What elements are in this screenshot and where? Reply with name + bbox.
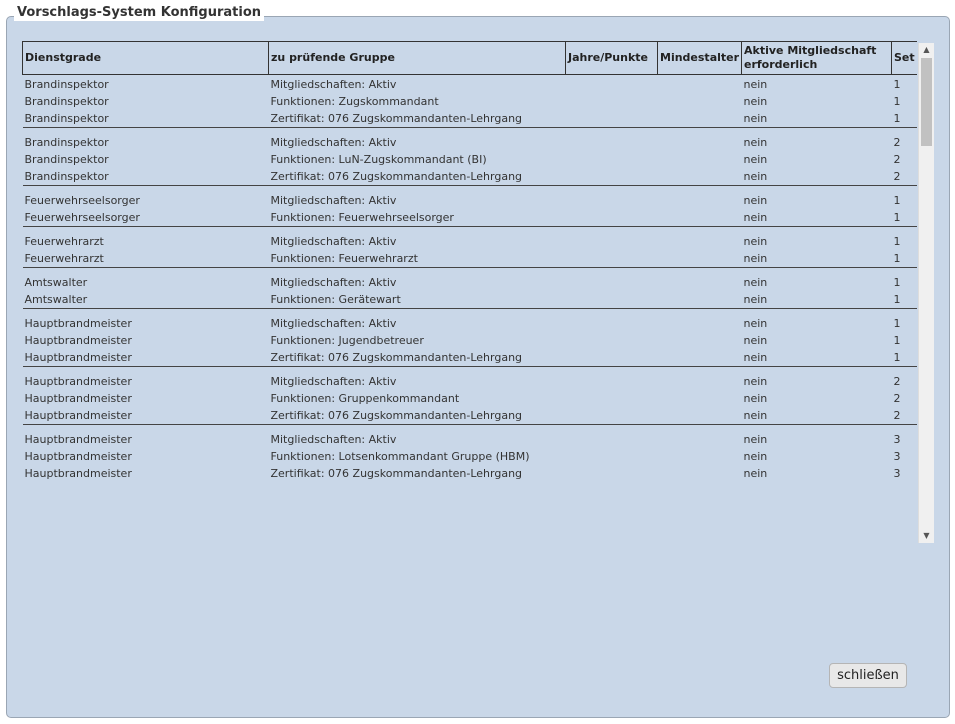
cell-dienstgrad: Hauptbrandmeister	[24, 334, 132, 347]
cell-mindestalter	[658, 349, 742, 366]
table-body	[23, 75, 918, 483]
cell-aktive-mitgliedschaft: nein	[743, 153, 768, 166]
cell-aktive-mitgliedschaft: nein	[743, 235, 768, 248]
cell-gruppe: Mitgliedschaften: Aktiv	[270, 136, 397, 149]
cell-aktive-mitgliedschaft: nein	[743, 194, 768, 207]
cell-mindestalter	[658, 465, 742, 482]
cell-jahre-punkte	[566, 110, 658, 127]
cell-set: 1	[893, 276, 901, 289]
cell-set: 1	[893, 78, 901, 91]
cell-jahre-punkte	[566, 192, 658, 209]
cell-dienstgrad: Feuerwehrseelsorger	[24, 211, 140, 224]
cell-dienstgrad: Brandinspektor	[24, 136, 109, 149]
cell-aktive-mitgliedschaft: nein	[743, 392, 768, 405]
cell-mindestalter	[658, 110, 742, 127]
cell-aktive-mitgliedschaft: nein	[743, 136, 768, 149]
cell-gruppe: Zertifikat: 076 Zugskommandanten-Lehrgang	[270, 170, 523, 183]
cell-gruppe: Mitgliedschaften: Aktiv	[270, 194, 397, 207]
cell-aktive-mitgliedschaft: nein	[743, 450, 768, 463]
cell-jahre-punkte	[566, 407, 658, 424]
cell-jahre-punkte	[566, 448, 658, 465]
table-row[interactable]	[23, 134, 918, 151]
column-header-mindestalter[interactable]: Mindestalter	[658, 42, 742, 75]
cell-mindestalter	[658, 274, 742, 291]
cell-mindestalter	[658, 407, 742, 424]
cell-set: 1	[893, 334, 901, 347]
cell-mindestalter	[658, 315, 742, 332]
cell-dienstgrad: Hauptbrandmeister	[24, 409, 132, 422]
table-row[interactable]	[23, 407, 918, 424]
cell-gruppe: Zertifikat: 076 Zugskommandanten-Lehrgang	[270, 112, 523, 125]
cell-set: 1	[893, 351, 901, 364]
table-row[interactable]	[23, 192, 918, 209]
table-row[interactable]	[23, 209, 918, 226]
cell-jahre-punkte	[566, 134, 658, 151]
cell-set: 2	[893, 153, 901, 166]
cell-dienstgrad: Feuerwehrarzt	[24, 235, 104, 248]
cell-mindestalter	[658, 233, 742, 250]
cell-gruppe: Funktionen: Feuerwehrarzt	[270, 252, 418, 265]
cell-set: 1	[893, 293, 901, 306]
column-header-gruppe[interactable]: zu prüfende Gruppe	[269, 42, 566, 75]
cell-dienstgrad: Hauptbrandmeister	[24, 433, 132, 446]
cell-set: 2	[893, 392, 901, 405]
cell-jahre-punkte	[566, 465, 658, 482]
cell-aktive-mitgliedschaft: nein	[743, 467, 768, 480]
cell-set: 2	[893, 375, 901, 388]
cell-gruppe: Mitgliedschaften: Aktiv	[270, 235, 397, 248]
cell-mindestalter	[658, 250, 742, 267]
cell-aktive-mitgliedschaft: nein	[743, 351, 768, 364]
cell-set: 2	[893, 409, 901, 422]
cell-aktive-mitgliedschaft: nein	[743, 334, 768, 347]
table-row[interactable]	[23, 390, 918, 407]
table-row[interactable]	[23, 465, 918, 482]
cell-set: 1	[893, 252, 901, 265]
cell-gruppe: Mitgliedschaften: Aktiv	[270, 375, 397, 388]
cell-mindestalter	[658, 390, 742, 407]
cell-aktive-mitgliedschaft: nein	[743, 409, 768, 422]
table-row[interactable]	[23, 168, 918, 185]
cell-gruppe: Mitgliedschaften: Aktiv	[270, 276, 397, 289]
cell-jahre-punkte	[566, 431, 658, 448]
table-row[interactable]	[23, 291, 918, 308]
close-button[interactable]: schließen	[829, 663, 907, 688]
cell-mindestalter	[658, 168, 742, 185]
cell-mindestalter	[658, 332, 742, 349]
cell-gruppe: Zertifikat: 076 Zugskommandanten-Lehrgang	[270, 351, 523, 364]
cell-aktive-mitgliedschaft: nein	[743, 112, 768, 125]
cell-gruppe: Funktionen: Jugendbetreuer	[270, 334, 424, 347]
table-row[interactable]	[23, 93, 918, 110]
cell-set: 1	[893, 112, 901, 125]
cell-mindestalter	[658, 373, 742, 390]
table-row[interactable]	[23, 233, 918, 250]
cell-mindestalter	[658, 209, 742, 226]
cell-aktive-mitgliedschaft: nein	[743, 252, 768, 265]
cell-gruppe: Funktionen: Gerätewart	[270, 293, 401, 306]
table-row[interactable]	[23, 151, 918, 168]
column-header-set[interactable]: Set	[892, 42, 918, 75]
cell-dienstgrad: Brandinspektor	[24, 153, 109, 166]
cell-gruppe: Funktionen: Feuerwehrseelsorger	[270, 211, 454, 224]
cell-set: 3	[893, 433, 901, 446]
cell-gruppe: Zertifikat: 076 Zugskommandanten-Lehrgang	[270, 409, 523, 422]
table-row[interactable]	[23, 448, 918, 465]
cell-set: 1	[893, 235, 901, 248]
cell-set: 1	[893, 317, 901, 330]
cell-jahre-punkte	[566, 291, 658, 308]
cell-dienstgrad: Hauptbrandmeister	[24, 392, 132, 405]
table-row[interactable]	[23, 76, 918, 93]
cell-mindestalter	[658, 151, 742, 168]
cell-gruppe: Mitgliedschaften: Aktiv	[270, 433, 397, 446]
cell-jahre-punkte	[566, 373, 658, 390]
cell-jahre-punkte	[566, 315, 658, 332]
scroll-up-icon[interactable]: ▲	[923, 45, 930, 54]
cell-dienstgrad: Amtswalter	[24, 293, 88, 306]
cell-gruppe: Funktionen: LuN-Zugskommandant (BI)	[270, 153, 487, 166]
cell-jahre-punkte	[566, 250, 658, 267]
cell-gruppe: Mitgliedschaften: Aktiv	[270, 78, 397, 91]
cell-set: 1	[893, 95, 901, 108]
cell-dienstgrad: Hauptbrandmeister	[24, 317, 132, 330]
cell-jahre-punkte	[566, 168, 658, 185]
cell-dienstgrad: Brandinspektor	[24, 78, 109, 91]
scroll-thumb[interactable]	[921, 58, 932, 146]
cell-dienstgrad: Feuerwehrarzt	[24, 252, 104, 265]
cell-jahre-punkte	[566, 233, 658, 250]
cell-dienstgrad: Hauptbrandmeister	[24, 450, 132, 463]
table-row[interactable]	[23, 349, 918, 366]
cell-gruppe: Funktionen: Lotsenkommandant Gruppe (HBM)	[270, 450, 530, 463]
cell-dienstgrad: Brandinspektor	[24, 112, 109, 125]
cell-dienstgrad: Hauptbrandmeister	[24, 467, 132, 480]
cell-set: 2	[893, 170, 901, 183]
cell-mindestalter	[658, 93, 742, 110]
cell-mindestalter	[658, 76, 742, 93]
cell-mindestalter	[658, 291, 742, 308]
cell-jahre-punkte	[566, 151, 658, 168]
table-row[interactable]	[23, 431, 918, 448]
cell-jahre-punkte	[566, 349, 658, 366]
cell-gruppe: Zertifikat: 076 Zugskommandanten-Lehrgang	[270, 467, 523, 480]
cell-aktive-mitgliedschaft: nein	[743, 317, 768, 330]
cell-gruppe: Mitgliedschaften: Aktiv	[270, 317, 397, 330]
table-row[interactable]	[23, 274, 918, 291]
cell-dienstgrad: Brandinspektor	[24, 170, 109, 183]
cell-jahre-punkte	[566, 390, 658, 407]
table-row[interactable]	[23, 332, 918, 349]
cell-jahre-punkte	[566, 274, 658, 291]
cell-jahre-punkte	[566, 93, 658, 110]
cell-set: 3	[893, 467, 901, 480]
cell-aktive-mitgliedschaft: nein	[743, 375, 768, 388]
cell-dienstgrad: Amtswalter	[24, 276, 88, 289]
cell-mindestalter	[658, 192, 742, 209]
scroll-down-icon[interactable]: ▼	[923, 531, 930, 540]
cell-gruppe: Funktionen: Zugskommandant	[270, 95, 439, 108]
column-header-jahre-punkte[interactable]: Jahre/Punkte	[566, 42, 658, 75]
config-table	[22, 41, 917, 482]
cell-dienstgrad: Hauptbrandmeister	[24, 375, 132, 388]
column-header-aktive-mitgliedschaft[interactable]: Aktive Mitgliedschaft erforderlich	[742, 42, 892, 75]
cell-aktive-mitgliedschaft: nein	[743, 276, 768, 289]
cell-aktive-mitgliedschaft: nein	[743, 433, 768, 446]
cell-mindestalter	[658, 431, 742, 448]
cell-mindestalter	[658, 134, 742, 151]
cell-aktive-mitgliedschaft: nein	[743, 78, 768, 91]
cell-dienstgrad: Feuerwehrseelsorger	[24, 194, 140, 207]
cell-aktive-mitgliedschaft: nein	[743, 293, 768, 306]
cell-set: 1	[893, 211, 901, 224]
cell-aktive-mitgliedschaft: nein	[743, 211, 768, 224]
config-grid[interactable]	[22, 41, 917, 545]
table-row[interactable]	[23, 315, 918, 332]
cell-jahre-punkte	[566, 76, 658, 93]
cell-jahre-punkte	[566, 332, 658, 349]
cell-jahre-punkte	[566, 209, 658, 226]
cell-gruppe: Funktionen: Gruppenkommandant	[270, 392, 460, 405]
cell-set: 3	[893, 450, 901, 463]
cell-set: 1	[893, 194, 901, 207]
cell-set: 2	[893, 136, 901, 149]
table-row[interactable]	[23, 373, 918, 390]
cell-aktive-mitgliedschaft: nein	[743, 95, 768, 108]
table-row[interactable]	[23, 250, 918, 267]
table-row[interactable]	[23, 110, 918, 127]
column-header-dienstgrade[interactable]: Dienstgrade	[23, 42, 269, 75]
table-header-row	[23, 42, 918, 75]
cell-aktive-mitgliedschaft: nein	[743, 170, 768, 183]
cell-dienstgrad: Brandinspektor	[24, 95, 109, 108]
vertical-scrollbar[interactable]	[918, 43, 934, 543]
cell-mindestalter	[658, 448, 742, 465]
dialog-title: Vorschlags-System Konfiguration	[14, 5, 264, 21]
cell-dienstgrad: Hauptbrandmeister	[24, 351, 132, 364]
